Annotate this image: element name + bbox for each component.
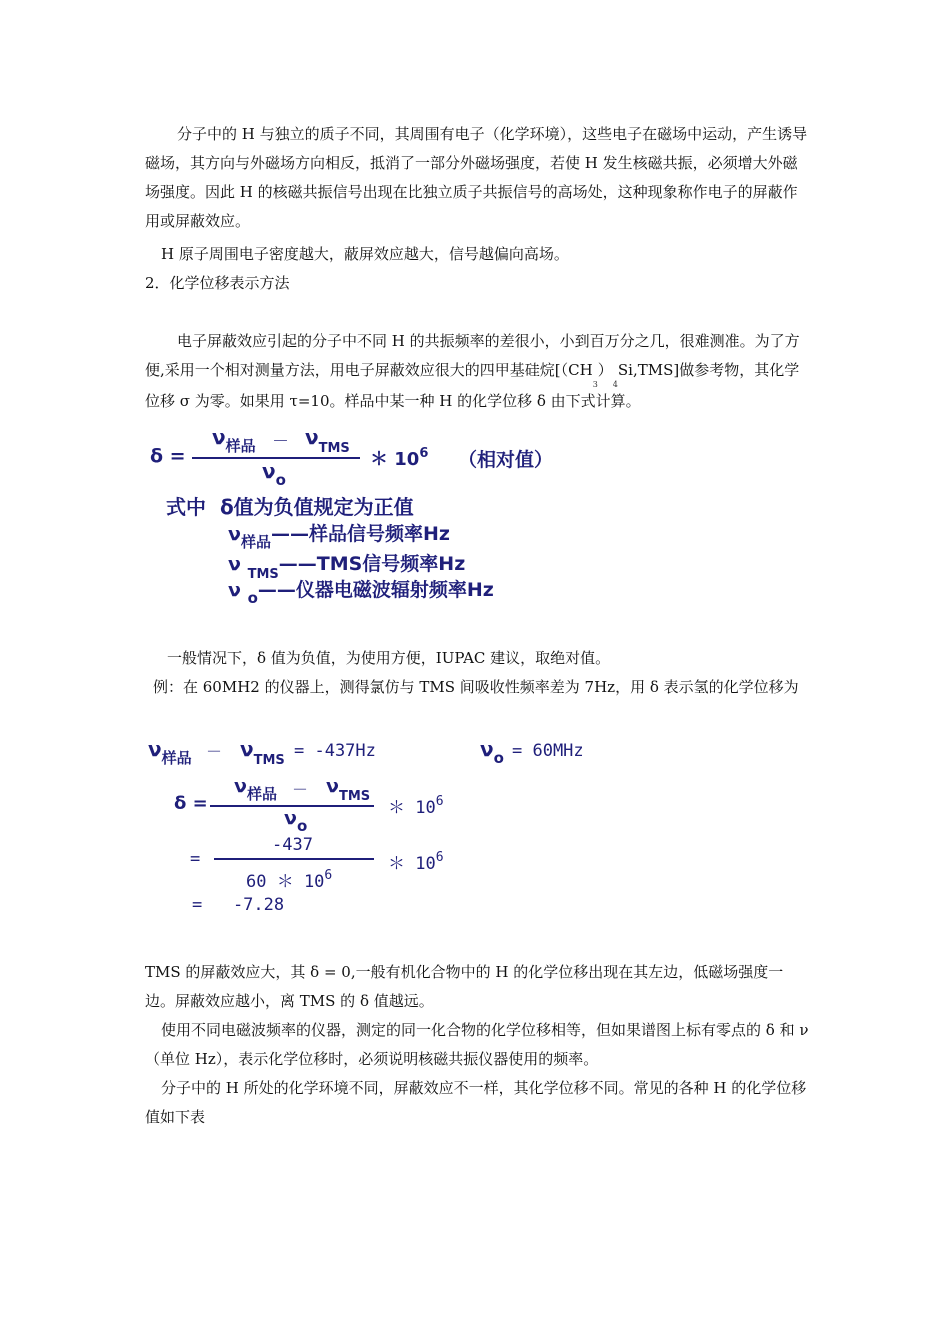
def-sample: $\nu_{样品}——$样品信号频率Hz xyxy=(228,523,450,551)
paragraph-relative-method: 电子屏蔽效应引起的分子中不同 H 的共振频率的差很小，小到百万分之几，很难测准。为了方便,采用一个相对测量方法，用电子屏蔽效应很大的四甲基硅烷$[(CH_3)_4Si,TMS]$做参考物，其化学位移 σ 为零。如果用 τ=10。样品中某一种 H 的化学位移 δ 由下式计算。 xyxy=(145,332,800,410)
denominator: 60 ＊ $10^6$ xyxy=(246,868,333,892)
def-zero: ν $_o$——仪器电磁波辐射频率Hz xyxy=(228,579,494,607)
paragraph-electron-density: H 原子周围电子密度越大，蔽屏效应越大，信号越偏向高场。 xyxy=(161,245,569,263)
paragraph-example: 例：在 60MH2 的仪器上，测得氯仿与 TMS 间吸收性频率差为 7Hz，用 δ 表示氢的化学位移为 xyxy=(153,678,799,696)
note-line: 式中 δ值为负值规定为正值 xyxy=(166,495,414,519)
equals-2: = xyxy=(190,849,201,869)
result-value: = -7.28 xyxy=(192,895,285,915)
times-ten-ex1: ＊ $10^6$ xyxy=(388,794,444,818)
def-tms: ν $_{TMS}$——TMS信号频率Hz xyxy=(228,553,466,582)
nu-tms: $\nu_{TMS}$ xyxy=(305,425,350,456)
nu-sample: $\nu_{样品}$ xyxy=(212,425,256,455)
times-ten-ex2: ＊ $10^6$ xyxy=(388,850,444,874)
nu-zero-ex2: $\nu_o$ xyxy=(284,807,308,835)
nu-tms-ex2: $\nu_{TMS}$ xyxy=(326,775,371,804)
eq-437: = -437Hz xyxy=(294,741,376,761)
section-heading: 2．化学位移表示方法 xyxy=(145,274,290,292)
paragraph-absolute-value: 一般情况下，δ 值为负值，为使用方便，IUPAC 建议，取绝对值。 xyxy=(167,649,611,667)
paragraph-tms-shielding: TMS 的屏蔽效应大，其 δ = 0,一般有机化合物中的 H 的化学位移出现在其左边，低磁场强度一边。屏蔽效应越小，离 TMS 的 δ 值越远。 xyxy=(145,963,784,1010)
minus-sign: － xyxy=(272,432,289,452)
nu-sample-ex2: $\nu_{样品}$ xyxy=(234,775,277,803)
formula-delta-definition xyxy=(150,425,610,610)
formula-example-calculation xyxy=(148,737,618,922)
times-ten: ＊ $10^6$ xyxy=(370,446,429,470)
minus-ex: － xyxy=(206,742,223,761)
delta-symbol: δ = xyxy=(150,445,186,467)
delta-ex: δ = xyxy=(174,793,208,814)
minus-ex2: － xyxy=(292,780,309,799)
paragraph-chemical-environment: 分子中的 H 所处的化学环境不同，屏蔽效应不一样，其化学位移不同。常见的各种 H 的化学位移值如下表 xyxy=(145,1079,807,1126)
paragraph-frequency-note: 使用不同电磁波频率的仪器，测定的同一化合物的化学位移相等，但如果谱图上标有零点的 δ 和 ν（单位 Hz），表示化学位移时，必须说明核磁共振仪器使用的频率。 xyxy=(145,1021,809,1068)
nu-sample-ex: $\nu_{样品}$ xyxy=(148,737,192,767)
nu-zero-ex: $\nu_o$ xyxy=(480,737,504,767)
nu-zero: $\nu_o$ xyxy=(262,459,286,489)
paragraph-shielding: 分子中的 H 与独立的质子不同，其周围有电子（化学环境），这些电子在磁场中运动，产生诱导磁场，其方向与外磁场方向相反，抵消了一部分外磁场强度，若使 H 发生核磁共振，必须增大外磁场强度。因此 H 的核磁共振信号出现在比独立质子共振信号的高场处，这种现象称作电子的屏蔽作用或屏蔽效应。 xyxy=(145,125,808,230)
nu-tms-ex: $\nu_{TMS}$ xyxy=(240,737,285,768)
relative-label: （相对值） xyxy=(458,449,554,471)
fraction-bar-ex2 xyxy=(214,858,374,860)
eq-60mhz: = 60MHz xyxy=(512,741,584,761)
numerator-437: -437 xyxy=(272,835,313,855)
